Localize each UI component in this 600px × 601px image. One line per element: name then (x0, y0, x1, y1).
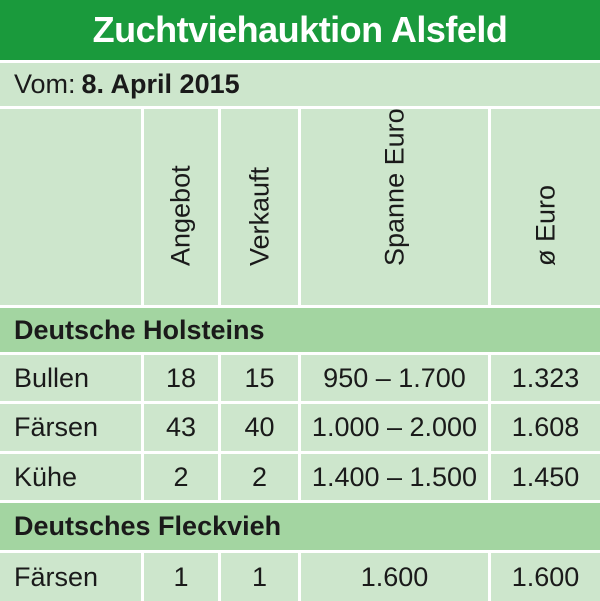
column-header-angebot (144, 109, 218, 305)
angebot-cell: 1 (144, 553, 218, 601)
date-value: 8. April 2015 (81, 69, 240, 99)
verkauft-cell: 15 (221, 355, 298, 401)
spanne-cell: 1.000 – 2.000 (301, 404, 488, 451)
verkauft-cell: 40 (221, 404, 298, 451)
table-row (0, 355, 600, 401)
spanne-cell: 1.600 (301, 553, 488, 601)
column-header-spanne (301, 109, 488, 305)
verkauft-cell: 2 (221, 454, 298, 500)
spanne-cell: 950 – 1.700 (301, 355, 488, 401)
column-header-angebot-label: Angebot (165, 165, 196, 266)
date-label: Vom: (14, 69, 76, 99)
avg-cell: 1.450 (491, 454, 600, 500)
row-label: Kühe (0, 454, 141, 500)
row-label: Bullen (0, 355, 141, 401)
date-row (0, 63, 600, 106)
table-row (0, 404, 600, 451)
row-label: Färsen (0, 404, 141, 451)
section-header: Deutsches Fleckvieh (0, 503, 600, 550)
column-header-avg (491, 109, 600, 305)
avg-cell: 1.600 (491, 553, 600, 601)
table-row (0, 454, 600, 500)
section-header: Deutsche Holsteins (0, 308, 600, 352)
angebot-cell: 2 (144, 454, 218, 500)
avg-cell: 1.323 (491, 355, 600, 401)
column-header-spanne-label: Spanne Euro (379, 108, 409, 266)
column-header-verkauft (221, 109, 298, 305)
angebot-cell: 43 (144, 404, 218, 451)
table-title: Zuchtviehauktion Alsfeld (0, 0, 600, 60)
verkauft-cell: 1 (221, 553, 298, 601)
column-header-row (0, 109, 600, 305)
spanne-cell: 1.400 – 1.500 (301, 454, 488, 500)
column-header-avg-label: ø Euro (530, 184, 560, 266)
column-header-verkauft-label: Verkauft (244, 166, 274, 266)
angebot-cell: 18 (144, 355, 218, 401)
row-label: Färsen (0, 553, 141, 601)
avg-cell: 1.608 (491, 404, 600, 451)
header-empty-cell (0, 109, 141, 305)
table-row (0, 553, 600, 601)
